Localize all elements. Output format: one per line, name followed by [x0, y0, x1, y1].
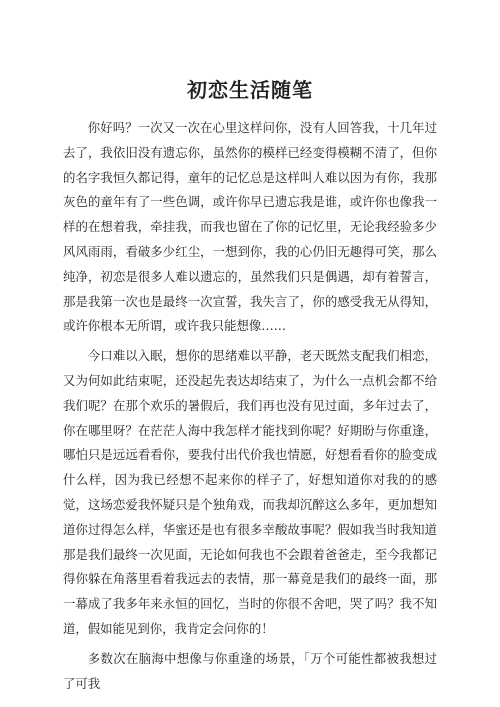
paragraph-2: 今口难以入眠，想你的思绪难以平静，老天既然支配我们相恋，又为何如此结束呢，还没起先表达却结束了，为什么一点机会都不给我们呢？在那个欢乐的暑假后，我们再也没有见过面，多年过去了，你在哪里呀？在茫茫人海中我怎样才能找到你呢？好期盼与你重逢，哪怕只是远远看看你，要我付出代价我也情愿，好想看看你的脸变成什么样，因为我已经想不起来你的样子了，好想知道你对我的的感觉，这场恋爱我怀疑只是个独角戏，而我却沉醉这么多年，更加想知道你过得怎么样，华蜜还是也有很多幸酸故事呢？假如我当时我知道那是我们最终一次见面，无论如何我也不会跟着爸爸走，至今我都记得你躲在角落里看着我远去的表情，那一幕竟是我们的最终一面，那一幕成了我多年来永恒的回忆，当时的你很不舍吧，哭了吗？我不知道，假如能见到你，我肯定会问你的！ [63, 348, 437, 636]
paragraph-1: 你好吗？一次又一次在心里这样问你，没有人回答我，十几年过去了，我依旧没有遗忘你，虽然你的模样已经变得模糊不清了，但你的名字我恒久都记得，童年的记忆总是这样叫人难以因为有你，我那灰色的童年有了一些色调，或许你早已遗忘我是谁，或许你也像我一样的在想着我，牵挂我，而我也留在了你的记忆里，无论我经验多少风风雨雨，看破多少红尘，一想到你，我的心仍旧无趣得可笑，那么纯净，初恋是很多人难以遗忘的，虽然我们只是偶遇，却有着誓言，那是我第一次也是最终一次宣誓，我失言了，你的感受我无从得知，或许你根本无所谓，或许我只能想像…… [63, 120, 437, 334]
paragraph-3: 多数次在脑海中想像与你重逢的场景，「万个可能性都被我想过了可我 [63, 650, 437, 691]
document-title: 初恋生活随笔 [187, 78, 313, 102]
document-body [63, 116, 437, 701]
